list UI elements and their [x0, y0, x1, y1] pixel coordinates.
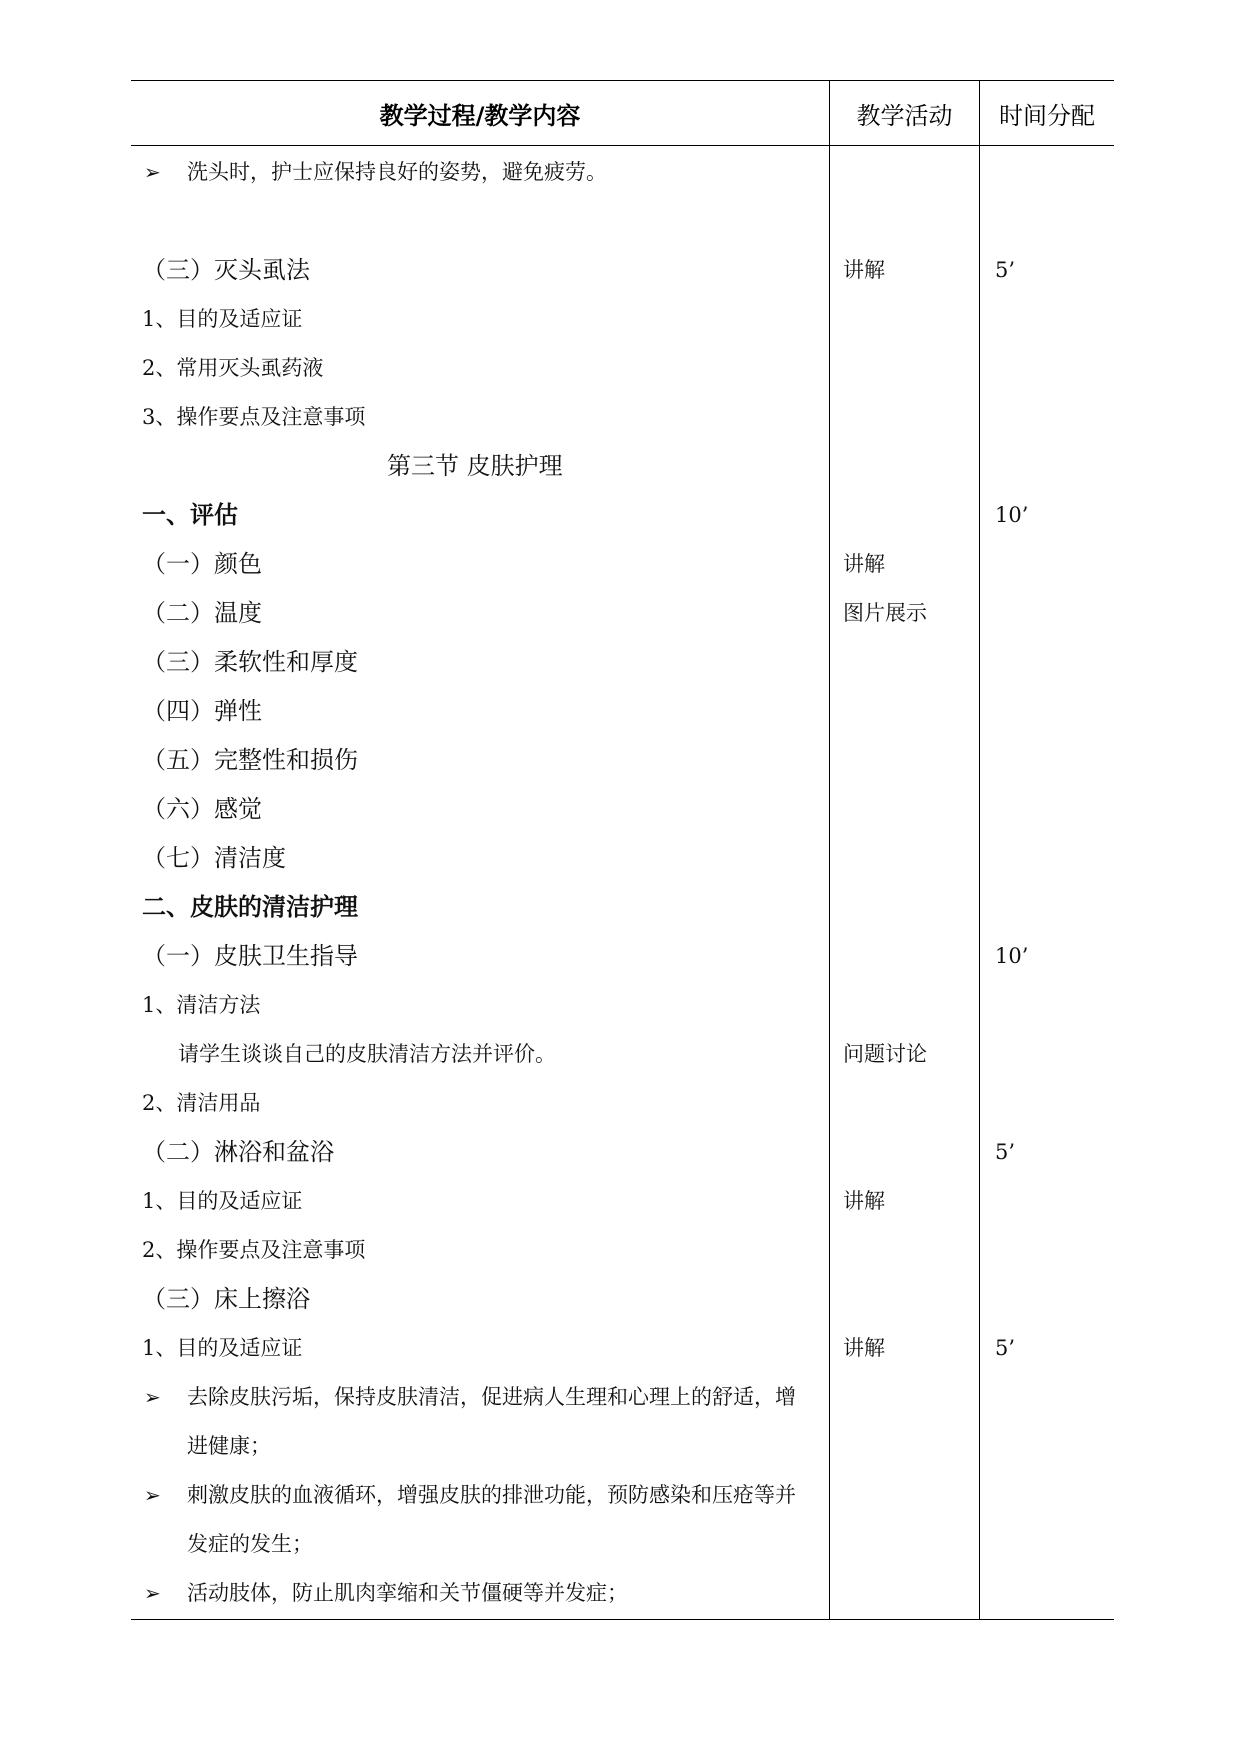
content-text: （二）温度 — [142, 599, 262, 627]
table-row — [0, 393, 1241, 441]
bullet-arrow-icon: ➢ — [144, 1581, 161, 1605]
time-text: 10’ — [995, 944, 1029, 968]
content-text: （三）床上擦浴 — [142, 1285, 310, 1313]
activity-text: 讲解 — [843, 552, 885, 576]
content-text: （三）柔软性和厚度 — [142, 648, 358, 676]
table-row — [0, 1422, 1241, 1470]
table-row — [0, 1030, 1241, 1078]
table-row — [0, 1275, 1241, 1323]
bullet-arrow-icon: ➢ — [144, 1385, 161, 1409]
table-row — [0, 197, 1241, 245]
time-text: 5’ — [995, 1336, 1016, 1360]
table-row — [0, 1226, 1241, 1274]
table-row — [0, 1373, 1241, 1421]
content-text: 请学生谈谈自己的皮肤清洁方法并评价。 — [178, 1042, 556, 1066]
activity-text: 讲解 — [843, 258, 885, 282]
table-row — [0, 491, 1241, 539]
table-row — [0, 246, 1241, 294]
table-row — [0, 1471, 1241, 1519]
content-text: 一、评估 — [142, 501, 238, 529]
table-row — [0, 736, 1241, 784]
table-row — [0, 638, 1241, 686]
bullet-arrow-icon: ➢ — [144, 160, 161, 184]
table-row — [0, 1324, 1241, 1372]
content-text: （三）灭头虱法 — [142, 256, 310, 284]
content-text: （一）皮肤卫生指导 — [142, 942, 358, 970]
table-row — [0, 687, 1241, 735]
content-text: （四）弹性 — [142, 697, 262, 725]
content-text: 第三节 皮肤护理 — [387, 452, 563, 480]
content-text: 1、目的及适应证 — [142, 307, 303, 331]
activity-text: 讲解 — [843, 1189, 885, 1213]
table-row — [0, 540, 1241, 588]
header-time: 时间分配 — [999, 101, 1095, 130]
table-row — [0, 981, 1241, 1029]
bullet-arrow-icon: ➢ — [144, 1483, 161, 1507]
content-text: （五）完整性和损伤 — [142, 746, 358, 774]
table-row — [0, 148, 1241, 196]
table-row — [0, 1520, 1241, 1568]
header-activity: 教学活动 — [856, 101, 953, 130]
time-text: 5’ — [995, 1140, 1016, 1164]
content-text: 去除皮肤污垢，保持皮肤清洁，促进病人生理和心理上的舒适，增 — [187, 1385, 796, 1409]
table-row — [0, 344, 1241, 392]
table-row — [0, 295, 1241, 343]
table-row — [0, 1177, 1241, 1225]
content-text: 进健康； — [187, 1434, 271, 1458]
content-text: （六）感觉 — [142, 795, 262, 823]
content-text: （一）颜色 — [142, 550, 262, 578]
table-row — [0, 442, 1241, 490]
header-content: 教学过程/教学内容 — [379, 101, 581, 130]
content-text: 2、操作要点及注意事项 — [142, 1238, 366, 1262]
table-row — [0, 1128, 1241, 1176]
content-text: （七）清洁度 — [142, 844, 286, 872]
content-text: 2、常用灭头虱药液 — [142, 356, 324, 380]
table-row — [0, 883, 1241, 931]
content-text: 2、清洁用品 — [142, 1091, 261, 1115]
time-text: 5’ — [995, 258, 1016, 282]
table-row — [0, 932, 1241, 980]
content-text: （二）淋浴和盆浴 — [142, 1138, 334, 1166]
content-text: 活动肢体，防止肌肉挛缩和关节僵硬等并发症； — [187, 1581, 628, 1605]
activity-text: 问题讨论 — [843, 1042, 927, 1066]
content-text: 1、目的及适应证 — [142, 1189, 303, 1213]
table-row — [0, 785, 1241, 833]
content-text: 二、皮肤的清洁护理 — [142, 893, 358, 921]
content-text: 刺激皮肤的血液循环，增强皮肤的排泄功能，预防感染和压疮等并 — [187, 1483, 796, 1507]
table-bottom-border — [131, 1619, 1114, 1620]
table-row — [0, 589, 1241, 637]
content-text: 发症的发生； — [187, 1532, 313, 1556]
activity-text: 图片展示 — [843, 601, 927, 625]
content-text: 3、操作要点及注意事项 — [142, 405, 366, 429]
table-row — [0, 834, 1241, 882]
activity-text: 讲解 — [843, 1336, 885, 1360]
table-row — [0, 1569, 1241, 1617]
time-text: 10’ — [995, 503, 1029, 527]
content-text: 1、目的及适应证 — [142, 1336, 303, 1360]
table-row — [0, 1079, 1241, 1127]
content-text: 1、清洁方法 — [142, 993, 261, 1017]
content-text: 洗头时，护士应保持良好的姿势，避免疲劳。 — [187, 160, 607, 184]
